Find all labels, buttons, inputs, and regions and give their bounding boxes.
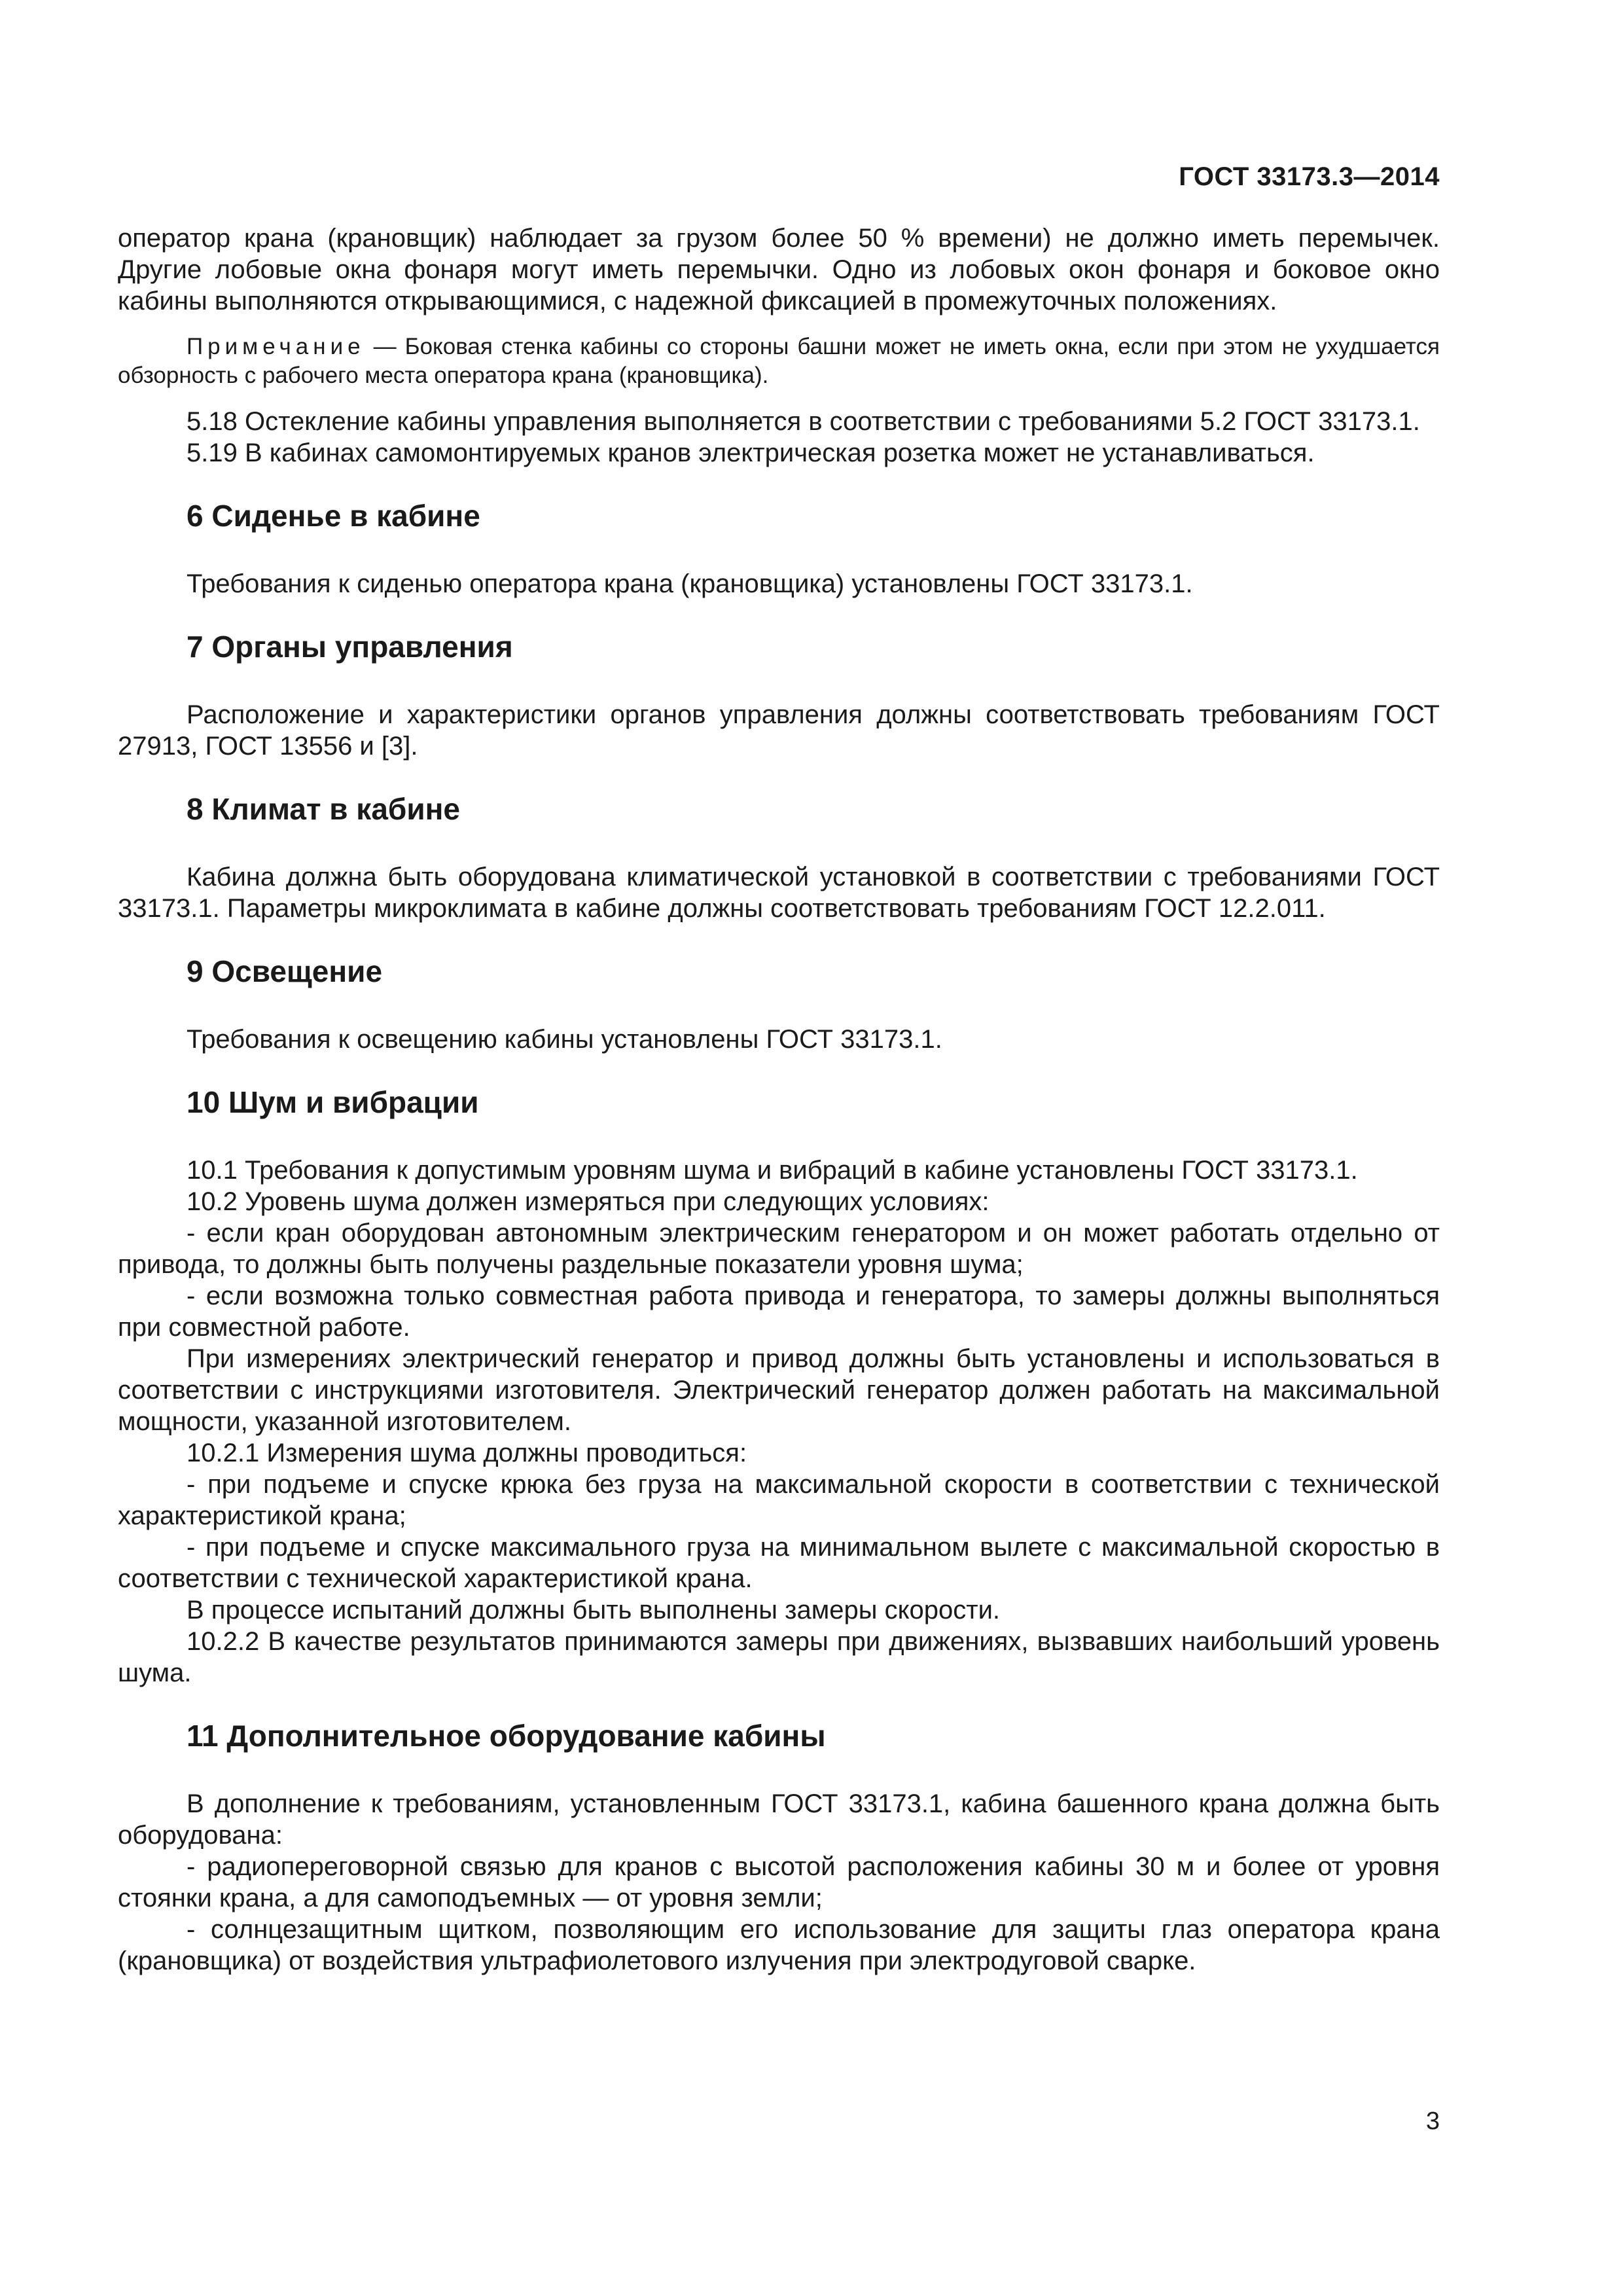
section-11-title: 11 Дополнительное оборудование кабины [187,1719,826,1753]
paragraph-5-18: 5.18 Остекление кабины управления выполняется в соответствии с требованиями 5.2 ГОСТ 33173.1. [187,407,1420,436]
note-label: Примечание [187,334,365,359]
section-6-text: Требования к сиденью оператора крана (крановщика) установлены ГОСТ 33173.1. [187,569,1193,598]
page-number: 3 [1425,2108,1440,2135]
document-header: ГОСТ 33173.3—2014 [1179,162,1440,191]
section-9-text: Требования к освещению кабины установлены ГОСТ 33173.1. [187,1025,942,1054]
note-text: — Боковая стенка кабины со стороны башни может не иметь окна, если при этом не ухудшается обзорность с рабочего места оператора крана (крановщика). [118,334,1440,388]
intro-paragraph: оператор крана (крановщик) наблюдает за грузом более 50 % времени) не должно иметь перемычек. Другие лобовые окна фонаря могут иметь перемычки. Одно из лобовых окон фонаря и боковое окно кабины выполняются открывающимися, с надежной фиксацией в промежуточных положениях. [118,224,1440,315]
section-9-title: 9 Освещение [187,954,383,988]
list-item: - при подъеме и спуске максимального груза на минимальном вылете с максимальной скоростью в соответствии с технической характеристикой крана. [118,1533,1440,1593]
section-10-title: 10 Шум и вибрации [187,1085,479,1119]
paragraph-10-2-2: 10.2.2 В качестве результатов принимаются замеры при движениях, вызвавших наибольший уровень шума. [118,1627,1440,1687]
paragraph-10-2: 10.2 Уровень шума должен измеряться при следующих условиях: [187,1187,990,1216]
section-8-text: Кабина должна быть оборудована климатической установкой в соответствии с требованиями ГОСТ 33173.1. Параметры микроклимата в кабине должны соответствовать требованиям ГОСТ 12.2.011. [118,863,1440,923]
paragraph-5-19: 5.19 В кабинах самомонтируемых кранов электрическая розетка может не устанавливаться. [187,439,1315,467]
section-8-title: 8 Климат в кабине [187,792,460,826]
note-paragraph [118,332,1440,390]
paragraph-10-1: 10.1 Требования к допустимым уровням шума и вибраций в кабине установлены ГОСТ 33173.1. [187,1156,1358,1185]
section-7-text: Расположение и характеристики органов управления должны соответствовать требованиям ГОСТ 27913, ГОСТ 13556 и [3]. [118,700,1440,761]
list-item: - солнцезащитным щитком, позволяющим его использование для защиты глаз оператора крана (крановщика) от воздействия ультрафиолетового излучения при электродуговой сварке. [118,1915,1440,1975]
section-6-title: 6 Сиденье в кабине [187,499,480,533]
paragraph-10-2-1: 10.2.1 Измерения шума должны проводиться: [187,1439,747,1467]
section-11-intro: В дополнение к требованиям, установленным ГОСТ 33173.1, кабина башенного крана должна быть оборудована: [118,1789,1440,1850]
paragraph-speed-tests: В процессе испытаний должны быть выполнены замеры скорости. [187,1596,1001,1624]
section-7-title: 7 Органы управления [187,630,513,664]
list-item: - если кран оборудован автономным электрическим генератором и он может работать отдельно от привода, то должны быть получены раздельные показатели уровня шума; [118,1219,1440,1279]
list-item: - радиопереговорной связью для кранов с высотой расположения кабины 30 м и более от уровня стоянки крана, а для самоподъемных — от уровня земли; [118,1852,1440,1912]
paragraph-measurements: При измерениях электрический генератор и привод должны быть установлены и использоваться в соответствии с инструкциями изготовителя. Электрический генератор должен работать на максимальной мощности, указанной изготовителем. [118,1344,1440,1436]
list-item: - при подъеме и спуске крюка без груза на максимальной скорости в соответствии с технической характеристикой крана; [118,1470,1440,1530]
document-body [118,223,1440,1977]
list-item: - если возможна только совместная работа привода и генератора, то замеры должны выполняться при совместной работе. [118,1282,1440,1342]
